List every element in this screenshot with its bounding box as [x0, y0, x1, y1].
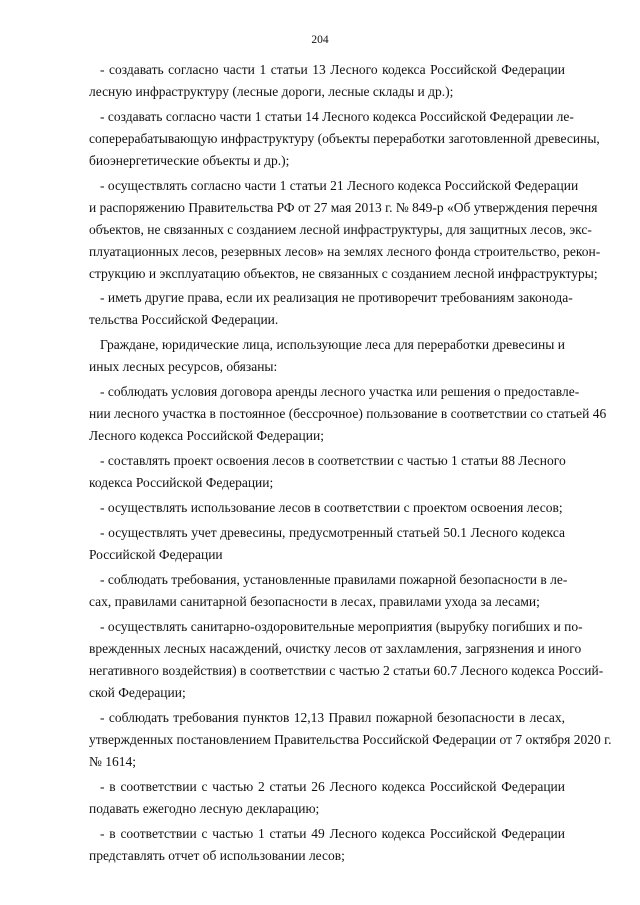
text-line: Российской Федерации [89, 547, 223, 562]
text-line: негативного воздействия) в соответствии с частью 2 статьи 60.7 Лесного кодекса Россий- [89, 663, 604, 678]
text-line: плуатационных лесов, резервных лесов» на землях лесного фонда строительство, рекон- [89, 244, 601, 259]
text-line: - соблюдать требования, установленные правилами пожарной безопасности в ле- [100, 572, 568, 587]
text-line: - составлять проект освоения лесов в соответствии с частью 1 статьи 88 Лесного [100, 453, 566, 468]
page-number: 204 [311, 34, 329, 46]
text-line: Граждане, юридические лица, использующие леса для переработки древесины и [100, 337, 565, 352]
text-line: биоэнергетические объекты и др.); [89, 153, 290, 168]
text-line: - соблюдать условия договора аренды лесного участка или решения о предоставле- [100, 384, 580, 399]
text-line: лесную инфраструктуру (лесные дороги, лесные склады и др.); [89, 84, 454, 99]
text-line: тельства Российской Федерации. [89, 312, 279, 327]
text-line: и распоряжению Правительства РФ от 27 мая 2013 г. № 849-р «Об утверждения перечня [89, 200, 598, 215]
text-line: - соблюдать требования пунктов 12,13 Правил пожарной безопасности в лесах, [100, 710, 565, 725]
text-line: ской Федерации; [89, 685, 186, 700]
text-line: - осуществлять санитарно-оздоровительные мероприятия (вырубку погибших и по- [100, 619, 583, 634]
text-line: иных лесных ресурсов, обязаны: [89, 359, 278, 374]
text-line: - в соответствии с частью 2 статьи 26 Лесного кодекса Российской Федерации [100, 779, 565, 794]
text-line: нии лесного участка в постоянное (бессрочное) пользование в соответствии со статьей 46 [89, 406, 607, 421]
text-line: представлять отчет об использовании лесов; [89, 848, 345, 863]
text-line: утвержденных постановлением Правительства Российской Федерации от 7 октября 2020 г. [89, 732, 612, 747]
text-line: врежденных лесных насаждений, очистку лесов от захламления, загрязнения и иного [89, 641, 582, 656]
text-line: струкцию и эксплуатацию объектов, не связанных с созданием лесной инфраструктуры; [89, 266, 598, 281]
text-line: № 1614; [89, 754, 137, 769]
text-line: Лесного кодекса Российской Федерации; [89, 428, 324, 443]
text-line: - осуществлять использование лесов в соответствии с проектом освоения лесов; [100, 500, 563, 515]
text-line: - в соответствии с частью 1 статьи 49 Лесного кодекса Российской Федерации [100, 826, 565, 841]
text-line: - осуществлять согласно части 1 статьи 21 Лесного кодекса Российской Федерации [100, 178, 579, 193]
text-line: сах, правилами санитарной безопасности в лесах, правилами ухода за лесами; [89, 594, 540, 609]
text-line: - иметь другие права, если их реализация не противоречит требованиям законода- [100, 290, 573, 305]
text-line: - создавать согласно части 1 статьи 14 Лесного кодекса Российской Федерации ле- [100, 109, 574, 124]
text-line: кодекса Российской Федерации; [89, 475, 274, 490]
text-line: объектов, не связанных с созданием лесной инфраструктуры, для защитных лесов, экс- [89, 222, 592, 237]
text-line: - создавать согласно части 1 статьи 13 Лесного кодекса Российской Федерации [100, 62, 565, 77]
text-line: подавать ежегодно лесную декларацию; [89, 801, 320, 816]
text-line: соперерабатывающую инфраструктуру (объекты переработки заготовленной древесины, [89, 131, 600, 146]
text-line: - осуществлять учет древесины, предусмотренный статьей 50.1 Лесного кодекса [100, 525, 565, 540]
